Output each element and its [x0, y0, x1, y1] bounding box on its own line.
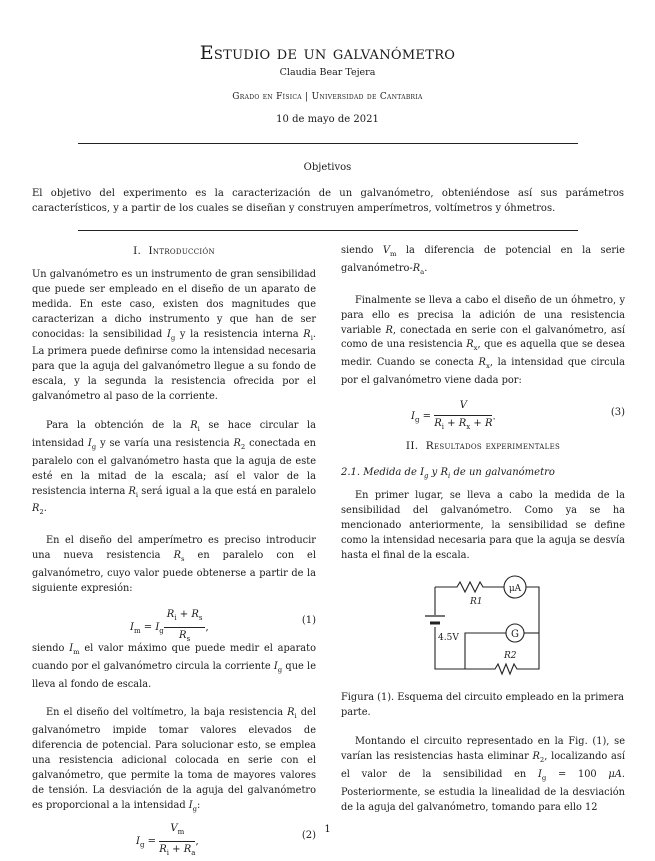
abstract-heading: Objetivos	[303, 162, 352, 173]
paragraph: Finalmente se lleva a cabo el diseño de un óhmetro, y para ello es precisa la adición de una resistencia variable R, conectada en serie con el galvanómetro, así como de una resistencia $R_x$, que es aquella que se desea medir. Cuando se conecta $R_x$, la intensidad que circula por el galvanómetro viene dada por:	[341, 294, 626, 387]
equation-2: $I_g$ = $\frac{V_m}{R_i + R_a}$ , (2)	[136, 822, 316, 857]
paragraph: En primer lugar, se lleva a cabo la medida de la sensibilidad del galvanómetro. Como ya se ha mencionado anteriormente, la sensibilidad se define como la intensidad necesaria para que la aguja se desvía hasta el final de la escala.	[341, 489, 625, 561]
abstract-text: El objetivo del experimento es la caracterización de un galvanómetro, obteniéndose así sus parámetros característicos, y a partir de los cuales se diseñan y construyen amperímetros, voltímetros y óhmetros.	[32, 188, 624, 214]
subsection-heading: 2.1. Medida de $I_g$ y $R_i$ de un galvanómetro	[341, 466, 555, 480]
galvanometer-label: G	[511, 629, 519, 641]
paper-title: Estudio de un galvanómetro	[199, 42, 456, 64]
left-column	[32, 244, 317, 857]
date: 10 de mayo de 2021	[276, 114, 379, 125]
equation-1: $I_m = I_g$ $\frac{R_i + R_s}{R_s}$ , (1)	[130, 608, 316, 643]
paragraph: siendo $V_m$ la diferencia de potencial en la serie galvanómetro-$R_a$.	[341, 245, 625, 276]
section-heading-introduccion: I. Introducción	[133, 245, 215, 257]
divider-bottom	[78, 230, 578, 231]
paragraph: En el diseño del amperímetro es preciso introducir una nueva resistencia $R_s$ en paralelo con el galvanómetro, cuyo valor puede obtenerse a partir de la siguiente expresión:	[32, 535, 316, 594]
paragraph: En el diseño del voltímetro, la baja resistencia $R_i$ del galvanómetro impide tomar valores elevados de diferencia de potencial. Para solucionar esto, se emplea una resistencia adicional colocada en serie con el galvanómetro, que permite la toma de mayores valores de tensión. La desviación de la aguja del galvanómetro es proporcional a la intensidad $I_g$:	[32, 707, 316, 813]
paragraph: Un galvanómetro es un instrumento de gran sensibilidad que puede ser empleado en el diseño de un aparato de medida. En este caso, existen dos magnitudes que caracterizan a dicho instrumento y que han de ser conocidas: la sensibilidad $I_g$ y la resistencia interna $R_i$. La primera puede definirse como la intensidad necesaria para que la aguja del galvanómetro llegue a su fondo de escala, y la segunda la resistencia ofrecida por el galvanómetro al paso de la corriente.	[32, 268, 317, 403]
divider-top	[78, 143, 578, 144]
author: Claudia Bear Tejera	[279, 67, 376, 78]
ammeter-label: μA	[508, 584, 522, 595]
battery-label: 4.5V	[438, 633, 459, 644]
page-number: 1	[324, 824, 331, 835]
section-heading-resultados: II. Resultados experimentales	[405, 440, 561, 453]
paragraph: Para la obtención de la $R_i$ se hace circular la intensidad $I_g$ y se varía una resistencia $R_2$ conectada en paralelo con el galvanómetro hasta que la aguja de este esté en la mitad de la escala; así el valor de la resistencia interna $R_i$ será igual a la que está en paralelo $R_2$.	[32, 420, 316, 517]
r2-label: R2	[504, 651, 517, 662]
circuit-figure	[421, 573, 547, 681]
paragraph: siendo $I_m$ el valor máximo que puede medir el aparato cuando por el galvanómetro circula la corriente $I_g$ que le lleva al fondo de escala.	[32, 642, 316, 690]
right-column	[341, 244, 625, 816]
paragraph: Montando el circuito representado en la Fig. (1), se varían las resistencias hasta eliminar $R_2$, localizando así el valor de la sensibilidad en $I_g = 100$ μA. Posteriormente, se estudia la linealidad de la desviación de la aguja del galvanómetro, tomando para ello 12	[341, 736, 625, 813]
affiliation: Grado en Física | Universidad de Cantabria	[232, 92, 423, 102]
figure-caption: Figura (1). Esquema del circuito empleado en la primera parte.	[341, 692, 624, 719]
r1-label: R1	[470, 597, 483, 608]
equation-3: $I_g$ = $\frac{V}{R_i + R_x + R}$ . (3)	[411, 400, 625, 431]
